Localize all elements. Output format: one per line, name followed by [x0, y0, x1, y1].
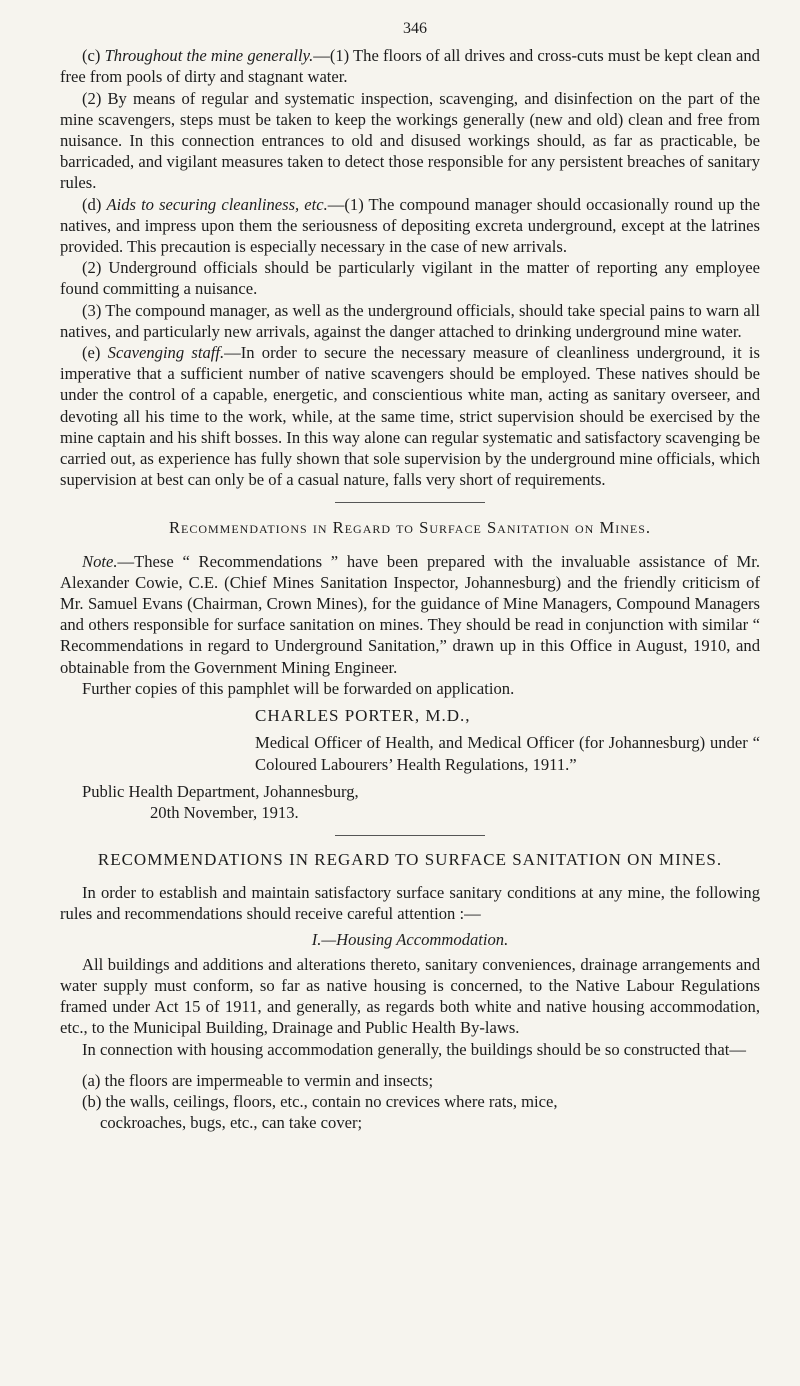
- section-label-e: (e): [82, 343, 101, 363]
- divider-rule: [335, 502, 485, 503]
- recommendations-heading-small-caps: Recommendations in Regard to Surface Sanitation on Mines.: [168, 518, 652, 538]
- paragraph-text: —(1) The compound manager should occasionally round up the natives, and impress upon them the seriousness of depositing excreta underground, except at the latrines provided. This precaution is especially necessary in the case of new arrivals.: [60, 194, 760, 257]
- divider-rule-2: [335, 835, 485, 836]
- paragraph-c-2: (2) By means of regular and systematic inspection, scavenging, and disinfection on the part of the mine scavengers, steps must be taken to keep the workings generally (new and old) clean and free from nuisance. In this connection entrances to old and disused workings should, as far as practicable, be barricaded, and vigilant measures taken to detect those responsible for any persistent breaches of sanitary rules.: [60, 88, 760, 193]
- signature-name: CHARLES PORTER, M.D.,: [255, 706, 471, 726]
- list-item-text: the floors are impermeable to vermin and insects;: [104, 1070, 434, 1090]
- spacer: [60, 1060, 760, 1070]
- recommendations-heading-main: RECOMMENDATIONS IN REGARD TO SURFACE SANITATION ON MINES.: [97, 850, 723, 870]
- page-number: 346: [403, 20, 427, 37]
- paragraph-c-1: [60, 45, 760, 87]
- section-label-d: (d): [82, 194, 102, 214]
- list-item-continuation: cockroaches, bugs, etc., can take cover;: [100, 1113, 363, 1133]
- further-copies-paragraph: Further copies of this pamphlet will be forwarded on application.: [82, 678, 515, 698]
- list-item-label: (b): [82, 1091, 102, 1111]
- signature-date: 20th November, 1913.: [150, 802, 299, 822]
- note-text: —These “ Recommendations ” have been prepared with the invaluable assistance of Mr. Alexander Cowie, C.E. (Chief Mines Sanitation Inspector, Johannesburg) and the friendly criticism of Mr. Samuel Evans (Chairman, Crown Mines), for the guidance of Mine Managers, Compound Managers and others responsible for surface sanitation on mines. They should be read in conjunction with similar “ Recommendations in regard to Underground Sanitation,” drawn up in this Office in August, 1910, and obtainable from the Government Mining Engineer.: [60, 551, 760, 677]
- paragraph-text: —In order to secure the necessary measure of cleanliness underground, it is imperative that a sufficient number of native scavengers should be employed. These natives should be under the control of a capable, energetic, and conscientious white man, acting as sanitary overseer, and devoting all his time to the work, while, at the same time, strict supervision should be exercised by the mine captain and his shift bosses. In this way alone can regular systematic and satisfactory scavenging be carried out, as experience has fully shown that sole supervision by the underground mine officials, which supervision at best can only be of a casual nature, falls very short of requirements.: [60, 343, 760, 490]
- section-label-c: (c): [82, 46, 101, 66]
- intro-paragraph: In order to establish and maintain satisfactory surface sanitary conditions at any mine, the following rules and recommendations should receive careful attention :—: [60, 883, 760, 924]
- housing-paragraph-1: All buildings and additions and alterations thereto, sanitary conveniences, drainage arrangements and water supply must conform, so far as native housing is concerned, to the Native Labour Regulations framed under Act 15 of 1911, and generally, as regards both white and native housing accommodation, etc., to the Municipal Building, Drainage and Public Health By-laws.: [60, 954, 760, 1038]
- section-title-housing: I.—Housing Accommodation.: [311, 929, 509, 949]
- note-label: Note.: [82, 551, 118, 571]
- section-title-d: Aids to securing cleanliness, etc.: [106, 194, 328, 214]
- paragraph-d-3: (3) The compound manager, as well as the underground officials, should take special pains to warn all natives, and particularly new arrivals, against the danger attached to drinking underground mine water.: [60, 300, 760, 341]
- paragraph-d-1: [60, 194, 760, 258]
- note-paragraph: [60, 551, 760, 678]
- housing-list-item-a: [60, 1070, 760, 1091]
- paragraph-text: —(1) The floors of all drives and cross-cuts must be kept clean and free from pools of dirty and stagnant water.: [60, 46, 760, 87]
- list-item-label: (a): [82, 1070, 101, 1090]
- housing-paragraph-2: In connection with housing accommodation generally, the buildings should be so constructed that—: [82, 1039, 746, 1059]
- section-title-c: Throughout the mine generally.: [104, 46, 314, 66]
- list-item-text: the walls, ceilings, floors, etc., contain no crevices where rats, mice,: [105, 1091, 558, 1111]
- section-title-e: Scavenging staff.: [107, 343, 225, 363]
- paragraph-e-1: [60, 342, 760, 490]
- housing-list-item-b: [60, 1091, 760, 1133]
- signature-department: Public Health Department, Johannesburg,: [82, 781, 359, 801]
- paragraph-d-2: (2) Underground officials should be particularly vigilant in the matter of reporting any employee found committing a nuisance.: [60, 258, 760, 299]
- signature-title: Medical Officer of Health, and Medical Officer (for Johannesburg) under “ Coloured Labourers’ Health Regulations, 1911.”: [255, 733, 760, 774]
